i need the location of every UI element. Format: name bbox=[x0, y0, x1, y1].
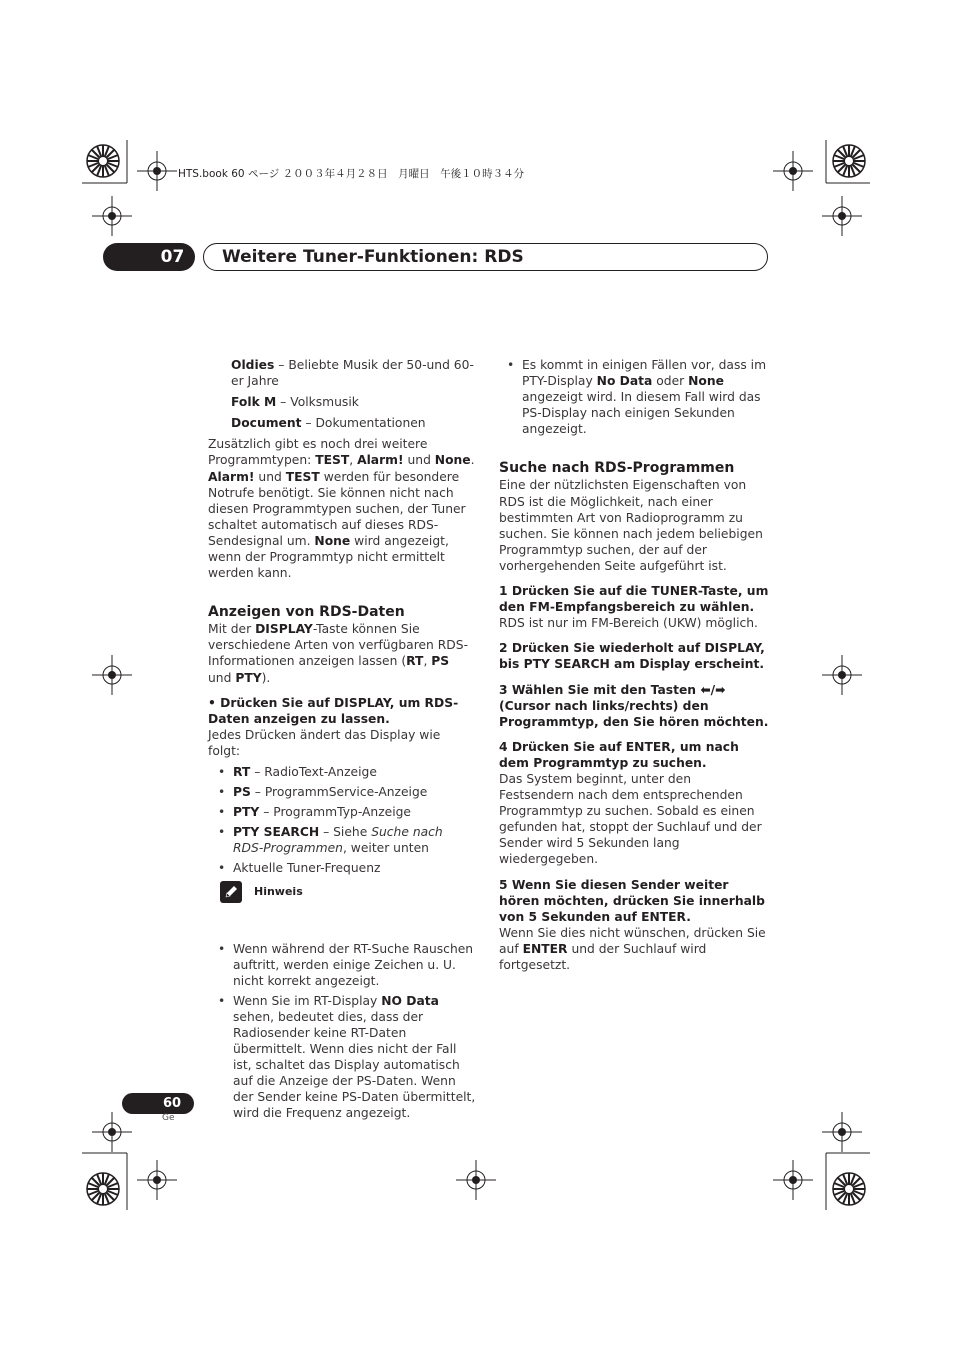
registration-cross-icon bbox=[822, 196, 862, 236]
section-heading: Suche nach RDS-Programmen bbox=[499, 460, 735, 477]
list-item: • RT – RadioText-Anzeige bbox=[218, 764, 476, 780]
step-4: 4 Drücken Sie auf ENTER, um nach dem Programmtyp zu suchen. bbox=[499, 739, 739, 770]
right-column bbox=[499, 357, 769, 973]
step-1: 1 Drücken Sie auf die TUNER-Taste, um den FM-Empfangsbereich zu wählen. bbox=[499, 584, 769, 615]
step-instruction: • Drücken Sie auf DISPLAY, um RDS-Daten anzeigen zu lassen. bbox=[208, 695, 459, 726]
page-language: Ge bbox=[162, 1113, 175, 1123]
extra-types-paragraph: Zusätzlich gibt es noch drei weitere Programmtypen: TEST, Alarm! und None. Alarm! und TEST werden für besondere Notrufe benötigt. Sie können nicht nach diesen Programmtypen suchen, der Tuner schaltet automatisch auf dieses RDS-Sendesignal um. None wird angezeigt, wenn der Programmtyp nicht ermittelt werden kann. bbox=[208, 437, 475, 581]
hint-item: • Wenn während der RT-Suche Rauschen auftritt, werden einige Zeichen u. U. nicht korrekt angezeigt. bbox=[218, 941, 476, 989]
chapter-title: Weitere Tuner-Funktionen: RDS bbox=[222, 247, 524, 267]
registration-cross-icon bbox=[773, 151, 813, 191]
genre-item: Oldies – Beliebte Musik der 50-und 60-er Jahre bbox=[231, 358, 474, 389]
list-item: • PTY – ProgrammTyp-Anzeige bbox=[218, 804, 476, 820]
registration-star-icon bbox=[833, 1173, 865, 1205]
hint-list bbox=[208, 941, 476, 1122]
hint-label: Hinweis bbox=[254, 885, 303, 898]
search-intro: Eine der nützlichsten Eigenschaften von RDS ist die Möglichkeit, nach einer bestimmten Art von Radioprogramm zu suchen. Sie können nach jedem beliebigen Programmtyp suchen, der auf der vorhergehenden Seite aufgeführt ist. bbox=[499, 478, 763, 573]
page-number: 60 bbox=[162, 1096, 182, 1111]
registration-cross-icon bbox=[92, 1112, 132, 1152]
chapter-number: 07 bbox=[160, 247, 185, 267]
step-2: 2 Drücken Sie wiederholt auf DISPLAY, bis PTY SEARCH am Display erscheint. bbox=[499, 641, 765, 672]
list-item: • PS – ProgrammService-Anzeige bbox=[218, 784, 476, 800]
registration-cross-icon bbox=[456, 1160, 496, 1200]
print-header-info: HTS.book 60 ページ ２００３年４月２８日 月曜日 午後１０時３４分 bbox=[178, 168, 525, 180]
step-5-body: Wenn Sie dies nicht wünschen, drücken Sie auf ENTER und der Suchlauf wird fortgesetzt. bbox=[499, 925, 766, 972]
list-item: • Aktuelle Tuner-Frequenz bbox=[218, 860, 476, 876]
step-3: 3 Wählen Sie mit den Tasten ⬅/➡ (Cursor nach links/rechts) den Programmtyp, den Sie hören möchten. bbox=[499, 682, 769, 729]
section-heading: Anzeigen von RDS-Daten bbox=[208, 604, 405, 621]
registration-cross-icon bbox=[822, 1112, 862, 1152]
registration-cross-icon bbox=[137, 1160, 177, 1200]
note-pencil-icon bbox=[220, 881, 242, 903]
genre-item: Document – Dokumentationen bbox=[231, 416, 426, 431]
registration-cross-icon bbox=[137, 151, 177, 191]
registration-cross-icon bbox=[92, 655, 132, 695]
registration-cross-icon bbox=[92, 196, 132, 236]
left-column bbox=[208, 357, 476, 1122]
step-body: Jedes Drücken ändert das Display wie folgt: bbox=[208, 727, 441, 758]
step-5: 5 Wenn Sie diesen Sender weiter hören möchten, drücken Sie innerhalb von 5 Sekunden auf ENTER. bbox=[499, 877, 765, 924]
registration-cross-icon bbox=[773, 1160, 813, 1200]
list-item: • PTY SEARCH – Siehe Suche nach RDS-Programmen, weiter unten bbox=[218, 824, 476, 856]
registration-cross-icon bbox=[822, 655, 862, 695]
hint-item: • Wenn Sie im RT-Display NO Data sehen, bedeutet dies, dass der Radiosender keine RT-Daten übermittelt. Wenn dies nicht der Fall ist, schaltet das Display automatisch auf die Anzeige der PS-Daten. Wenn der Sender keine PS-Daten übermittelt, wird die Frequenz angezeigt. bbox=[218, 993, 476, 1122]
registration-star-icon bbox=[833, 145, 865, 177]
genre-item: Folk M – Volksmusik bbox=[231, 395, 359, 410]
registration-star-icon bbox=[87, 1173, 119, 1205]
note-list bbox=[499, 357, 769, 437]
step-4-body: Das System beginnt, unter den Festsendern nach dem entsprechenden Programmtyp zu suchen. Sobald es einen gefunden hat, stoppt der Suchlauf und der Sender wird 5 Sekunden lang wiedergegeben. bbox=[499, 771, 762, 867]
display-mode-list bbox=[208, 764, 476, 877]
registration-star-icon bbox=[87, 145, 119, 177]
display-intro: Mit der DISPLAY-Taste können Sie verschiedene Arten von verfügbaren RDS-Informationen anzeigen lassen (RT, PS und PTY). bbox=[208, 622, 469, 685]
list-item: • Es kommt in einigen Fällen vor, dass im PTY-Display No Data oder None angezeigt wird. In diesem Fall wird das PS-Display nach einigen Sekunden angezeigt. bbox=[507, 357, 769, 437]
step-1-body: RDS ist nur im FM-Bereich (UKW) möglich. bbox=[499, 616, 758, 631]
